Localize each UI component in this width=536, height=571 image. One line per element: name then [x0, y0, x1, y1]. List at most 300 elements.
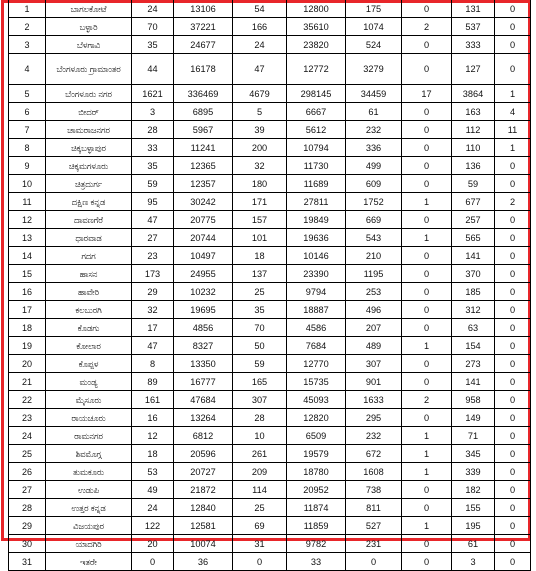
district-name-cell: ಬೆಳಗಾವಿ — [46, 36, 132, 54]
table-row — [9, 301, 531, 319]
serial-number-cell: 9 — [9, 157, 46, 175]
value-cell-col6: 2 — [402, 391, 452, 409]
table-row — [9, 409, 531, 427]
value-cell-col5: 527 — [346, 517, 402, 535]
district-name-cell: ಕೋಲಾರ — [46, 337, 132, 355]
serial-number-cell: 16 — [9, 283, 46, 301]
value-cell-col7: 677 — [452, 193, 495, 211]
value-cell-col6: 0 — [402, 211, 452, 229]
value-cell-col3: 114 — [233, 481, 287, 499]
value-cell-col3: 69 — [233, 517, 287, 535]
value-cell-col1: 24 — [132, 499, 174, 517]
value-cell-col1: 23 — [132, 247, 174, 265]
value-cell-col1: 16 — [132, 409, 174, 427]
table-row — [9, 85, 531, 103]
value-cell-col7: 136 — [452, 157, 495, 175]
value-cell-col5: 1074 — [346, 18, 402, 36]
value-cell-col6: 0 — [402, 373, 452, 391]
table-row — [9, 211, 531, 229]
district-name-cell: ಬೆಂಗಳೂರು ಗ್ರಾಮಾಂತರ — [46, 54, 132, 85]
value-cell-col8: 0 — [495, 247, 531, 265]
value-cell-col5: 232 — [346, 121, 402, 139]
value-cell-col5: 34459 — [346, 85, 402, 103]
value-cell-col2: 10497 — [174, 247, 233, 265]
value-cell-col3: 101 — [233, 229, 287, 247]
value-cell-col3: 5 — [233, 103, 287, 121]
serial-number-cell: 29 — [9, 517, 46, 535]
value-cell-col4: 12800 — [287, 0, 346, 18]
district-name-cell: ಬೀದರ್ — [46, 103, 132, 121]
value-cell-col8: 0 — [495, 481, 531, 499]
value-cell-col1: 12 — [132, 427, 174, 445]
value-cell-col7: 154 — [452, 337, 495, 355]
value-cell-col4: 18887 — [287, 301, 346, 319]
value-cell-col4: 12772 — [287, 54, 346, 85]
value-cell-col5: 175 — [346, 0, 402, 18]
value-cell-col5: 307 — [346, 355, 402, 373]
value-cell-col2: 19695 — [174, 301, 233, 319]
value-cell-col3: 137 — [233, 265, 287, 283]
value-cell-col1: 27 — [132, 229, 174, 247]
value-cell-col4: 9782 — [287, 535, 346, 553]
value-cell-col6: 0 — [402, 355, 452, 373]
value-cell-col7: 339 — [452, 463, 495, 481]
value-cell-col2: 30242 — [174, 193, 233, 211]
value-cell-col4: 10146 — [287, 247, 346, 265]
value-cell-col7: 63 — [452, 319, 495, 337]
value-cell-col7: 155 — [452, 499, 495, 517]
value-cell-col8: 0 — [495, 391, 531, 409]
value-cell-col8: 0 — [495, 373, 531, 391]
value-cell-col3: 31 — [233, 535, 287, 553]
value-cell-col1: 24 — [132, 0, 174, 18]
value-cell-col1: 1621 — [132, 85, 174, 103]
value-cell-col1: 95 — [132, 193, 174, 211]
district-name-cell: ಕೊಡಗು — [46, 319, 132, 337]
serial-number-cell: 25 — [9, 445, 46, 463]
value-cell-col6: 0 — [402, 247, 452, 265]
value-cell-col7: 59 — [452, 175, 495, 193]
serial-number-cell: 28 — [9, 499, 46, 517]
value-cell-col7: 195 — [452, 517, 495, 535]
value-cell-col8: 0 — [495, 175, 531, 193]
value-cell-col5: 207 — [346, 319, 402, 337]
value-cell-col1: 122 — [132, 517, 174, 535]
value-cell-col2: 16777 — [174, 373, 233, 391]
value-cell-col8: 0 — [495, 337, 531, 355]
value-cell-col3: 70 — [233, 319, 287, 337]
value-cell-col2: 24955 — [174, 265, 233, 283]
value-cell-col7: 333 — [452, 36, 495, 54]
serial-number-cell: 23 — [9, 409, 46, 427]
table-row — [9, 355, 531, 373]
table-row — [9, 0, 531, 18]
value-cell-col1: 47 — [132, 337, 174, 355]
serial-number-cell: 31 — [9, 553, 46, 571]
value-cell-col4: 9794 — [287, 283, 346, 301]
table-row — [9, 18, 531, 36]
value-cell-col1: 3 — [132, 103, 174, 121]
value-cell-col1: 28 — [132, 121, 174, 139]
serial-number-cell: 6 — [9, 103, 46, 121]
district-name-cell: ಗದಗ — [46, 247, 132, 265]
value-cell-col3: 50 — [233, 337, 287, 355]
table-row — [9, 175, 531, 193]
value-cell-col1: 8 — [132, 355, 174, 373]
value-cell-col3: 10 — [233, 427, 287, 445]
value-cell-col8: 0 — [495, 229, 531, 247]
value-cell-col4: 27811 — [287, 193, 346, 211]
value-cell-col4: 33 — [287, 553, 346, 571]
value-cell-col8: 0 — [495, 409, 531, 427]
table-row — [9, 463, 531, 481]
serial-number-cell: 17 — [9, 301, 46, 319]
value-cell-col2: 20596 — [174, 445, 233, 463]
district-name-cell: ಹಾವೇರಿ — [46, 283, 132, 301]
value-cell-col5: 1633 — [346, 391, 402, 409]
value-cell-col4: 19636 — [287, 229, 346, 247]
table-frame — [1, 0, 531, 567]
value-cell-col2: 12581 — [174, 517, 233, 535]
value-cell-col6: 0 — [402, 283, 452, 301]
value-cell-col3: 47 — [233, 54, 287, 85]
value-cell-col2: 12357 — [174, 175, 233, 193]
value-cell-col2: 21872 — [174, 481, 233, 499]
serial-number-cell: 20 — [9, 355, 46, 373]
value-cell-col3: 32 — [233, 157, 287, 175]
district-name-cell: ಉತ್ತರ ಕನ್ನಡ — [46, 499, 132, 517]
value-cell-col8: 0 — [495, 283, 531, 301]
district-name-cell: ಮಂಡ್ಯ — [46, 373, 132, 391]
value-cell-col4: 298145 — [287, 85, 346, 103]
serial-number-cell: 13 — [9, 229, 46, 247]
value-cell-col3: 171 — [233, 193, 287, 211]
value-cell-col5: 231 — [346, 535, 402, 553]
value-cell-col3: 307 — [233, 391, 287, 409]
value-cell-col2: 13264 — [174, 409, 233, 427]
serial-number-cell: 1 — [9, 0, 46, 18]
serial-number-cell: 3 — [9, 36, 46, 54]
value-cell-col1: 17 — [132, 319, 174, 337]
value-cell-col6: 17 — [402, 85, 452, 103]
value-cell-col2: 13106 — [174, 0, 233, 18]
value-cell-col2: 20744 — [174, 229, 233, 247]
table-row — [9, 499, 531, 517]
value-cell-col7: 3864 — [452, 85, 495, 103]
value-cell-col4: 6509 — [287, 427, 346, 445]
value-cell-col2: 4856 — [174, 319, 233, 337]
value-cell-col8: 0 — [495, 499, 531, 517]
value-cell-col4: 6667 — [287, 103, 346, 121]
value-cell-col4: 5612 — [287, 121, 346, 139]
value-cell-col3: 28 — [233, 409, 287, 427]
value-cell-col1: 59 — [132, 175, 174, 193]
value-cell-col5: 0 — [346, 553, 402, 571]
serial-number-cell: 2 — [9, 18, 46, 36]
serial-number-cell: 30 — [9, 535, 46, 553]
value-cell-col4: 15735 — [287, 373, 346, 391]
value-cell-col4: 4586 — [287, 319, 346, 337]
value-cell-col1: 20 — [132, 535, 174, 553]
district-name-cell: ದಕ್ಷಿಣ ಕನ್ನಡ — [46, 193, 132, 211]
value-cell-col8: 0 — [495, 463, 531, 481]
value-cell-col3: 25 — [233, 499, 287, 517]
value-cell-col7: 131 — [452, 0, 495, 18]
value-cell-col5: 496 — [346, 301, 402, 319]
district-name-cell: ರಾಯಚೂರು — [46, 409, 132, 427]
value-cell-col4: 11874 — [287, 499, 346, 517]
district-data-table — [8, 0, 531, 571]
value-cell-col2: 10232 — [174, 283, 233, 301]
value-cell-col3: 25 — [233, 283, 287, 301]
value-cell-col1: 35 — [132, 36, 174, 54]
value-cell-col7: 182 — [452, 481, 495, 499]
value-cell-col8: 0 — [495, 157, 531, 175]
table-row — [9, 193, 531, 211]
value-cell-col7: 61 — [452, 535, 495, 553]
district-name-cell: ಕಲಬುರಗಿ — [46, 301, 132, 319]
value-cell-col5: 232 — [346, 427, 402, 445]
district-name-cell: ಹಾಸನ — [46, 265, 132, 283]
value-cell-col4: 19579 — [287, 445, 346, 463]
district-name-cell: ಕೊಪ್ಪಳ — [46, 355, 132, 373]
value-cell-col5: 1752 — [346, 193, 402, 211]
value-cell-col2: 5967 — [174, 121, 233, 139]
value-cell-col2: 24677 — [174, 36, 233, 54]
district-name-cell: ಬಾಗಲಕೋಟೆ — [46, 0, 132, 18]
value-cell-col7: 110 — [452, 139, 495, 157]
value-cell-col5: 61 — [346, 103, 402, 121]
district-name-cell: ಶಿವಮೊಗ್ಗ — [46, 445, 132, 463]
value-cell-col7: 958 — [452, 391, 495, 409]
value-cell-col2: 6895 — [174, 103, 233, 121]
table-row — [9, 103, 531, 121]
value-cell-col6: 1 — [402, 445, 452, 463]
value-cell-col6: 0 — [402, 175, 452, 193]
value-cell-col5: 669 — [346, 211, 402, 229]
value-cell-col1: 47 — [132, 211, 174, 229]
value-cell-col6: 0 — [402, 0, 452, 18]
value-cell-col2: 12840 — [174, 499, 233, 517]
value-cell-col3: 157 — [233, 211, 287, 229]
value-cell-col5: 3279 — [346, 54, 402, 85]
serial-number-cell: 26 — [9, 463, 46, 481]
table-row — [9, 157, 531, 175]
value-cell-col1: 161 — [132, 391, 174, 409]
district-name-cell: ವಿಜಯಪುರ — [46, 517, 132, 535]
value-cell-col6: 0 — [402, 409, 452, 427]
serial-number-cell: 15 — [9, 265, 46, 283]
value-cell-col6: 0 — [402, 499, 452, 517]
value-cell-col3: 18 — [233, 247, 287, 265]
district-name-cell: ಯಾದಗಿರಿ — [46, 535, 132, 553]
value-cell-col6: 0 — [402, 319, 452, 337]
serial-number-cell: 4 — [9, 54, 46, 85]
value-cell-col8: 0 — [495, 535, 531, 553]
table-row — [9, 121, 531, 139]
district-name-cell: ಚಿಕ್ಕಬಳ್ಳಾಪುರ — [46, 139, 132, 157]
value-cell-col1: 0 — [132, 553, 174, 571]
value-cell-col6: 1 — [402, 463, 452, 481]
table-row — [9, 265, 531, 283]
value-cell-col8: 0 — [495, 211, 531, 229]
table-row — [9, 283, 531, 301]
value-cell-col5: 901 — [346, 373, 402, 391]
value-cell-col3: 35 — [233, 301, 287, 319]
table-row — [9, 54, 531, 85]
value-cell-col5: 609 — [346, 175, 402, 193]
value-cell-col6: 0 — [402, 157, 452, 175]
value-cell-col3: 39 — [233, 121, 287, 139]
table-row — [9, 373, 531, 391]
value-cell-col8: 0 — [495, 355, 531, 373]
district-name-cell: ಚಿಕ್ಕಮಗಳೂರು — [46, 157, 132, 175]
value-cell-col2: 36 — [174, 553, 233, 571]
value-cell-col7: 141 — [452, 247, 495, 265]
serial-number-cell: 18 — [9, 319, 46, 337]
serial-number-cell: 7 — [9, 121, 46, 139]
table-row — [9, 427, 531, 445]
value-cell-col7: 537 — [452, 18, 495, 36]
table-row — [9, 391, 531, 409]
serial-number-cell: 11 — [9, 193, 46, 211]
value-cell-col7: 163 — [452, 103, 495, 121]
table-row — [9, 535, 531, 553]
value-cell-col1: 18 — [132, 445, 174, 463]
district-name-cell: ಉಡುಪಿ — [46, 481, 132, 499]
district-name-cell: ಚಿತ್ರದುರ್ಗ — [46, 175, 132, 193]
table-row — [9, 481, 531, 499]
value-cell-col5: 811 — [346, 499, 402, 517]
serial-number-cell: 12 — [9, 211, 46, 229]
value-cell-col7: 185 — [452, 283, 495, 301]
value-cell-col8: 2 — [495, 193, 531, 211]
value-cell-col8: 4 — [495, 103, 531, 121]
value-cell-col2: 37221 — [174, 18, 233, 36]
serial-number-cell: 14 — [9, 247, 46, 265]
value-cell-col6: 2 — [402, 18, 452, 36]
value-cell-col3: 59 — [233, 355, 287, 373]
value-cell-col7: 565 — [452, 229, 495, 247]
table-viewport — [8, 3, 530, 567]
value-cell-col5: 1195 — [346, 265, 402, 283]
value-cell-col4: 18780 — [287, 463, 346, 481]
value-cell-col1: 44 — [132, 54, 174, 85]
value-cell-col7: 112 — [452, 121, 495, 139]
value-cell-col8: 11 — [495, 121, 531, 139]
value-cell-col8: 0 — [495, 301, 531, 319]
value-cell-col5: 489 — [346, 337, 402, 355]
value-cell-col6: 0 — [402, 553, 452, 571]
value-cell-col2: 13350 — [174, 355, 233, 373]
serial-number-cell: 5 — [9, 85, 46, 103]
value-cell-col6: 0 — [402, 54, 452, 85]
value-cell-col8: 0 — [495, 265, 531, 283]
table-row — [9, 445, 531, 463]
table-row — [9, 517, 531, 535]
district-name-cell: ಧಾರವಾಡ — [46, 229, 132, 247]
value-cell-col6: 0 — [402, 301, 452, 319]
value-cell-col4: 12770 — [287, 355, 346, 373]
value-cell-col3: 0 — [233, 553, 287, 571]
value-cell-col3: 261 — [233, 445, 287, 463]
value-cell-col6: 1 — [402, 337, 452, 355]
value-cell-col1: 173 — [132, 265, 174, 283]
value-cell-col6: 0 — [402, 535, 452, 553]
value-cell-col7: 273 — [452, 355, 495, 373]
value-cell-col5: 295 — [346, 409, 402, 427]
value-cell-col5: 524 — [346, 36, 402, 54]
table-row — [9, 36, 531, 54]
value-cell-col6: 1 — [402, 427, 452, 445]
value-cell-col2: 20727 — [174, 463, 233, 481]
value-cell-col7: 370 — [452, 265, 495, 283]
value-cell-col4: 19849 — [287, 211, 346, 229]
value-cell-col3: 24 — [233, 36, 287, 54]
value-cell-col8: 1 — [495, 139, 531, 157]
value-cell-col6: 0 — [402, 36, 452, 54]
value-cell-col4: 11859 — [287, 517, 346, 535]
table-body — [9, 0, 531, 571]
value-cell-col7: 149 — [452, 409, 495, 427]
value-cell-col1: 35 — [132, 157, 174, 175]
value-cell-col7: 312 — [452, 301, 495, 319]
value-cell-col3: 180 — [233, 175, 287, 193]
value-cell-col2: 11241 — [174, 139, 233, 157]
value-cell-col5: 738 — [346, 481, 402, 499]
value-cell-col5: 336 — [346, 139, 402, 157]
value-cell-col8: 0 — [495, 18, 531, 36]
value-cell-col8: 1 — [495, 85, 531, 103]
value-cell-col4: 23820 — [287, 36, 346, 54]
value-cell-col8: 0 — [495, 0, 531, 18]
value-cell-col2: 47684 — [174, 391, 233, 409]
value-cell-col4: 11730 — [287, 157, 346, 175]
serial-number-cell: 8 — [9, 139, 46, 157]
value-cell-col3: 54 — [233, 0, 287, 18]
value-cell-col6: 0 — [402, 103, 452, 121]
district-name-cell: ಬೆಂಗಳೂರು ನಗರ — [46, 85, 132, 103]
district-name-cell: ತುಮಕೂರು — [46, 463, 132, 481]
value-cell-col5: 253 — [346, 283, 402, 301]
value-cell-col7: 127 — [452, 54, 495, 85]
value-cell-col7: 345 — [452, 445, 495, 463]
value-cell-col7: 3 — [452, 553, 495, 571]
value-cell-col4: 7684 — [287, 337, 346, 355]
value-cell-col7: 71 — [452, 427, 495, 445]
serial-number-cell: 19 — [9, 337, 46, 355]
serial-number-cell: 21 — [9, 373, 46, 391]
value-cell-col8: 0 — [495, 319, 531, 337]
value-cell-col6: 1 — [402, 229, 452, 247]
value-cell-col4: 23390 — [287, 265, 346, 283]
value-cell-col8: 0 — [495, 36, 531, 54]
value-cell-col5: 499 — [346, 157, 402, 175]
value-cell-col5: 543 — [346, 229, 402, 247]
value-cell-col4: 45093 — [287, 391, 346, 409]
value-cell-col8: 0 — [495, 445, 531, 463]
value-cell-col1: 53 — [132, 463, 174, 481]
serial-number-cell: 24 — [9, 427, 46, 445]
table-row — [9, 229, 531, 247]
value-cell-col6: 0 — [402, 481, 452, 499]
value-cell-col2: 20775 — [174, 211, 233, 229]
value-cell-col6: 0 — [402, 121, 452, 139]
table-row — [9, 337, 531, 355]
value-cell-col8: 0 — [495, 553, 531, 571]
value-cell-col2: 336469 — [174, 85, 233, 103]
value-cell-col5: 210 — [346, 247, 402, 265]
